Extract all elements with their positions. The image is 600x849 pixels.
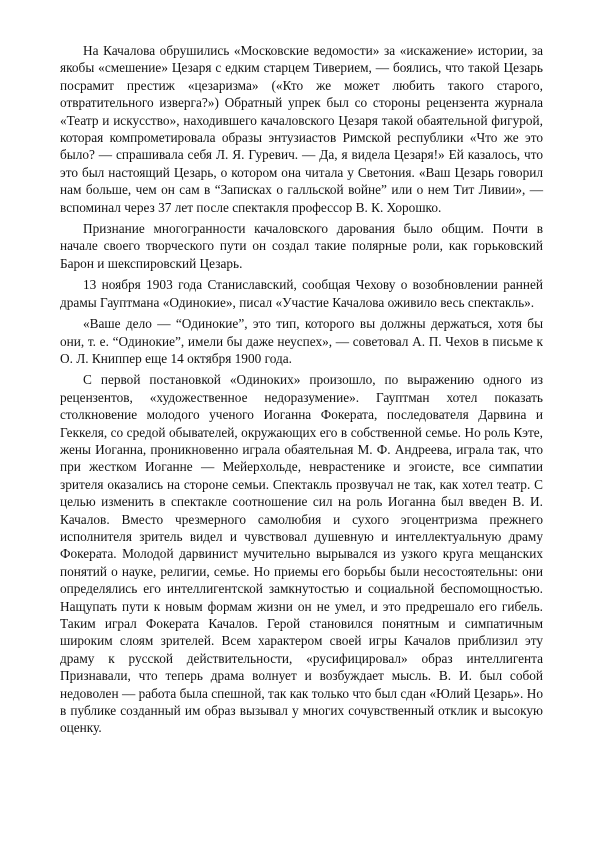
paragraph-lonely-people-production: С первой постановкой «Одиноких» произошло, по выражению одного из рецензентов, «художественное недоразумение». Гауптман хотел показать столкновение молодого ученого Иоганна Фокерата, последователя Дарвина и Геккеля, со средой обывателей, окружающих его в собственной семье. Но роль Кэте, жены Иоганна, проникновенно играла обаятельная М. Ф. Андреева, играла так, что при жестком Иоганне — Мейерхольде, неврастенике и эгоисте, все симпатии зрителя оказались на стороне семьи. Спектакль прозвучал не так, как хотел театр. С целью изменить в спектакле соотношение сил на роль Иоганна был введен В. И. Качалов. Вместо чрезмерного самолюбия и сухого эгоцентризма прежнего исполнителя зритель видел и чувствовал душевную и интеллектуальную драму Фокерата. Молодой дарвинист мучительно вырывался из узкого круга мещанских понятий о науке, религии, семье. Но приемы его борьбы были несостоятельны: они определялись его интеллигентской замкнутостью и социальной беспомощностью. Нащупать пути к новым формам жизни он не умел, и это предрешало его гибель. Таким играл Фокерата Качалов. Герой становился понятным и симпатичным широким слоям зрителей. Всем характером своей игры Качалов приблизил эту драму к русской действительности, «русифицировал» образ интеллигента Признавали, что теперь драма волнует и возбуждает мысль. В. И. был собой недоволен — работа была спешной, так как только что был сдан «Юлий Цезарь». Но в публике созданный им образ вызывал у многих сочувственный отклик и высокую оценку. <box>60 372 543 736</box>
paragraph-chekhov-quote: «Ваше дело — “Одинокие”, это тип, которого вы должны держаться, хотя бы они, т. е. “Одинокие”, имели бы даже неуспех», — советовал А. П. Чехов в письме к О. Л. Книппер еще 14 октября 1900 года. <box>60 316 543 366</box>
paragraph-stanislavsky-letter: 13 ноября 1903 года Станиславский, сообщая Чехову о возобновлении ранней драмы Гауптмана «Одинокие», писал «Участие Качалова оживило весь спектакль». <box>60 277 543 310</box>
paragraph-reviews-of-caesar: На Качалова обрушились «Московские ведомости» за «искажение» истории, за якобы «смешение» Цезаря с едким старцем Тиверием, — боялись, что такой Цезарь посрамит престиж «цезаризма» («Кто же может любить такого старого, отвратительного изверга?») Обратный упрек был со стороны рецензента журнала «Театр и искусство», находившего качаловского Цезаря такой обаятельной фигурой, которая компрометировала образы энтузиастов Римской республики «Что же это было? — спрашивала себя Л. Я. Гуревич. — Да, я видела Цезаря!» Ей казалось, что это был настоящий Цезарь, о котором она читала у Светония. «Ваш Цезарь говорил нам больше, чем он сам в “Записках о галльской войне” или о нем Тит Ливии», — вспоминал через 37 лет после спектакля профессор В. К. Хорошко. <box>60 43 543 215</box>
document-page <box>60 42 543 741</box>
paragraph-versatility: Признание многогранности качаловского дарования было общим. Почти в начале своего творческого пути он создал такие полярные роли, как горьковский Барон и шекспировский Цезарь. <box>60 221 543 271</box>
